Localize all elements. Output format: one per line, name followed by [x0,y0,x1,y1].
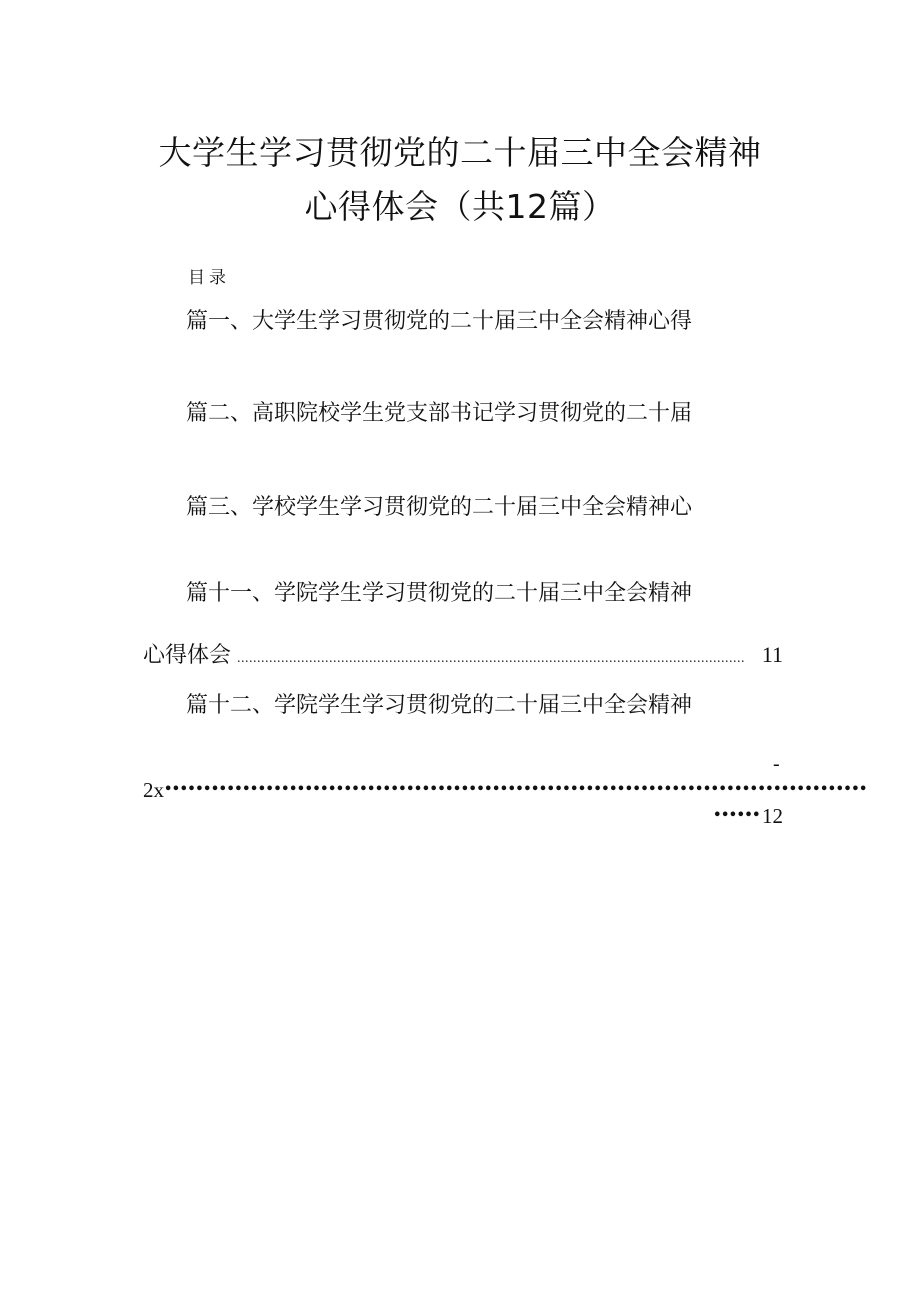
toc-entry-12[interactable]: 篇十二、学院学生学习贯彻党的二十届三中全会精神 [186,693,693,718]
toc-entry-12-leader-line[interactable] [143,776,867,804]
toc-entry-2[interactable]: 篇二、高职院校学生党支部书记学习贯彻党的二十届 [186,401,693,426]
toc-entry-1[interactable]: 篇一、大学生学习贯彻党的二十届三中全会精神心得 [186,309,693,334]
document-title-line-2: 心得体会（共12篇） [304,187,616,226]
toc-entry-11-tail: 心得体会 [143,643,232,668]
toc-entry-12-prefix: 2x [143,778,164,802]
toc-dash-mark: - [773,753,780,775]
toc-bullet-leader: •••••••••••••••••••••••••••••••••••••••••••••••••••••••••••••••••••••••••••••••••••••••••• [164,782,867,797]
toc-page-number-11: 11 [761,642,783,667]
toc-entry-11-continuation[interactable] [143,642,783,670]
toc-entry-3[interactable]: 篇三、学校学生学习贯彻党的二十届三中全会精神心 [186,495,693,520]
toc-bullet-leader-end: •••••• [713,808,760,823]
toc-entry-12-page-line[interactable] [713,802,783,830]
document-title-line-1: 大学生学习贯彻党的二十届三中全会精神 [158,133,762,172]
toc-page-number-12: 12 [762,804,783,828]
toc-heading: 目录 [188,268,230,288]
toc-dot-leader: ............................................................................................................................... [237,651,746,666]
toc-entry-11[interactable]: 篇十一、学院学生学习贯彻党的二十届三中全会精神 [186,581,693,606]
